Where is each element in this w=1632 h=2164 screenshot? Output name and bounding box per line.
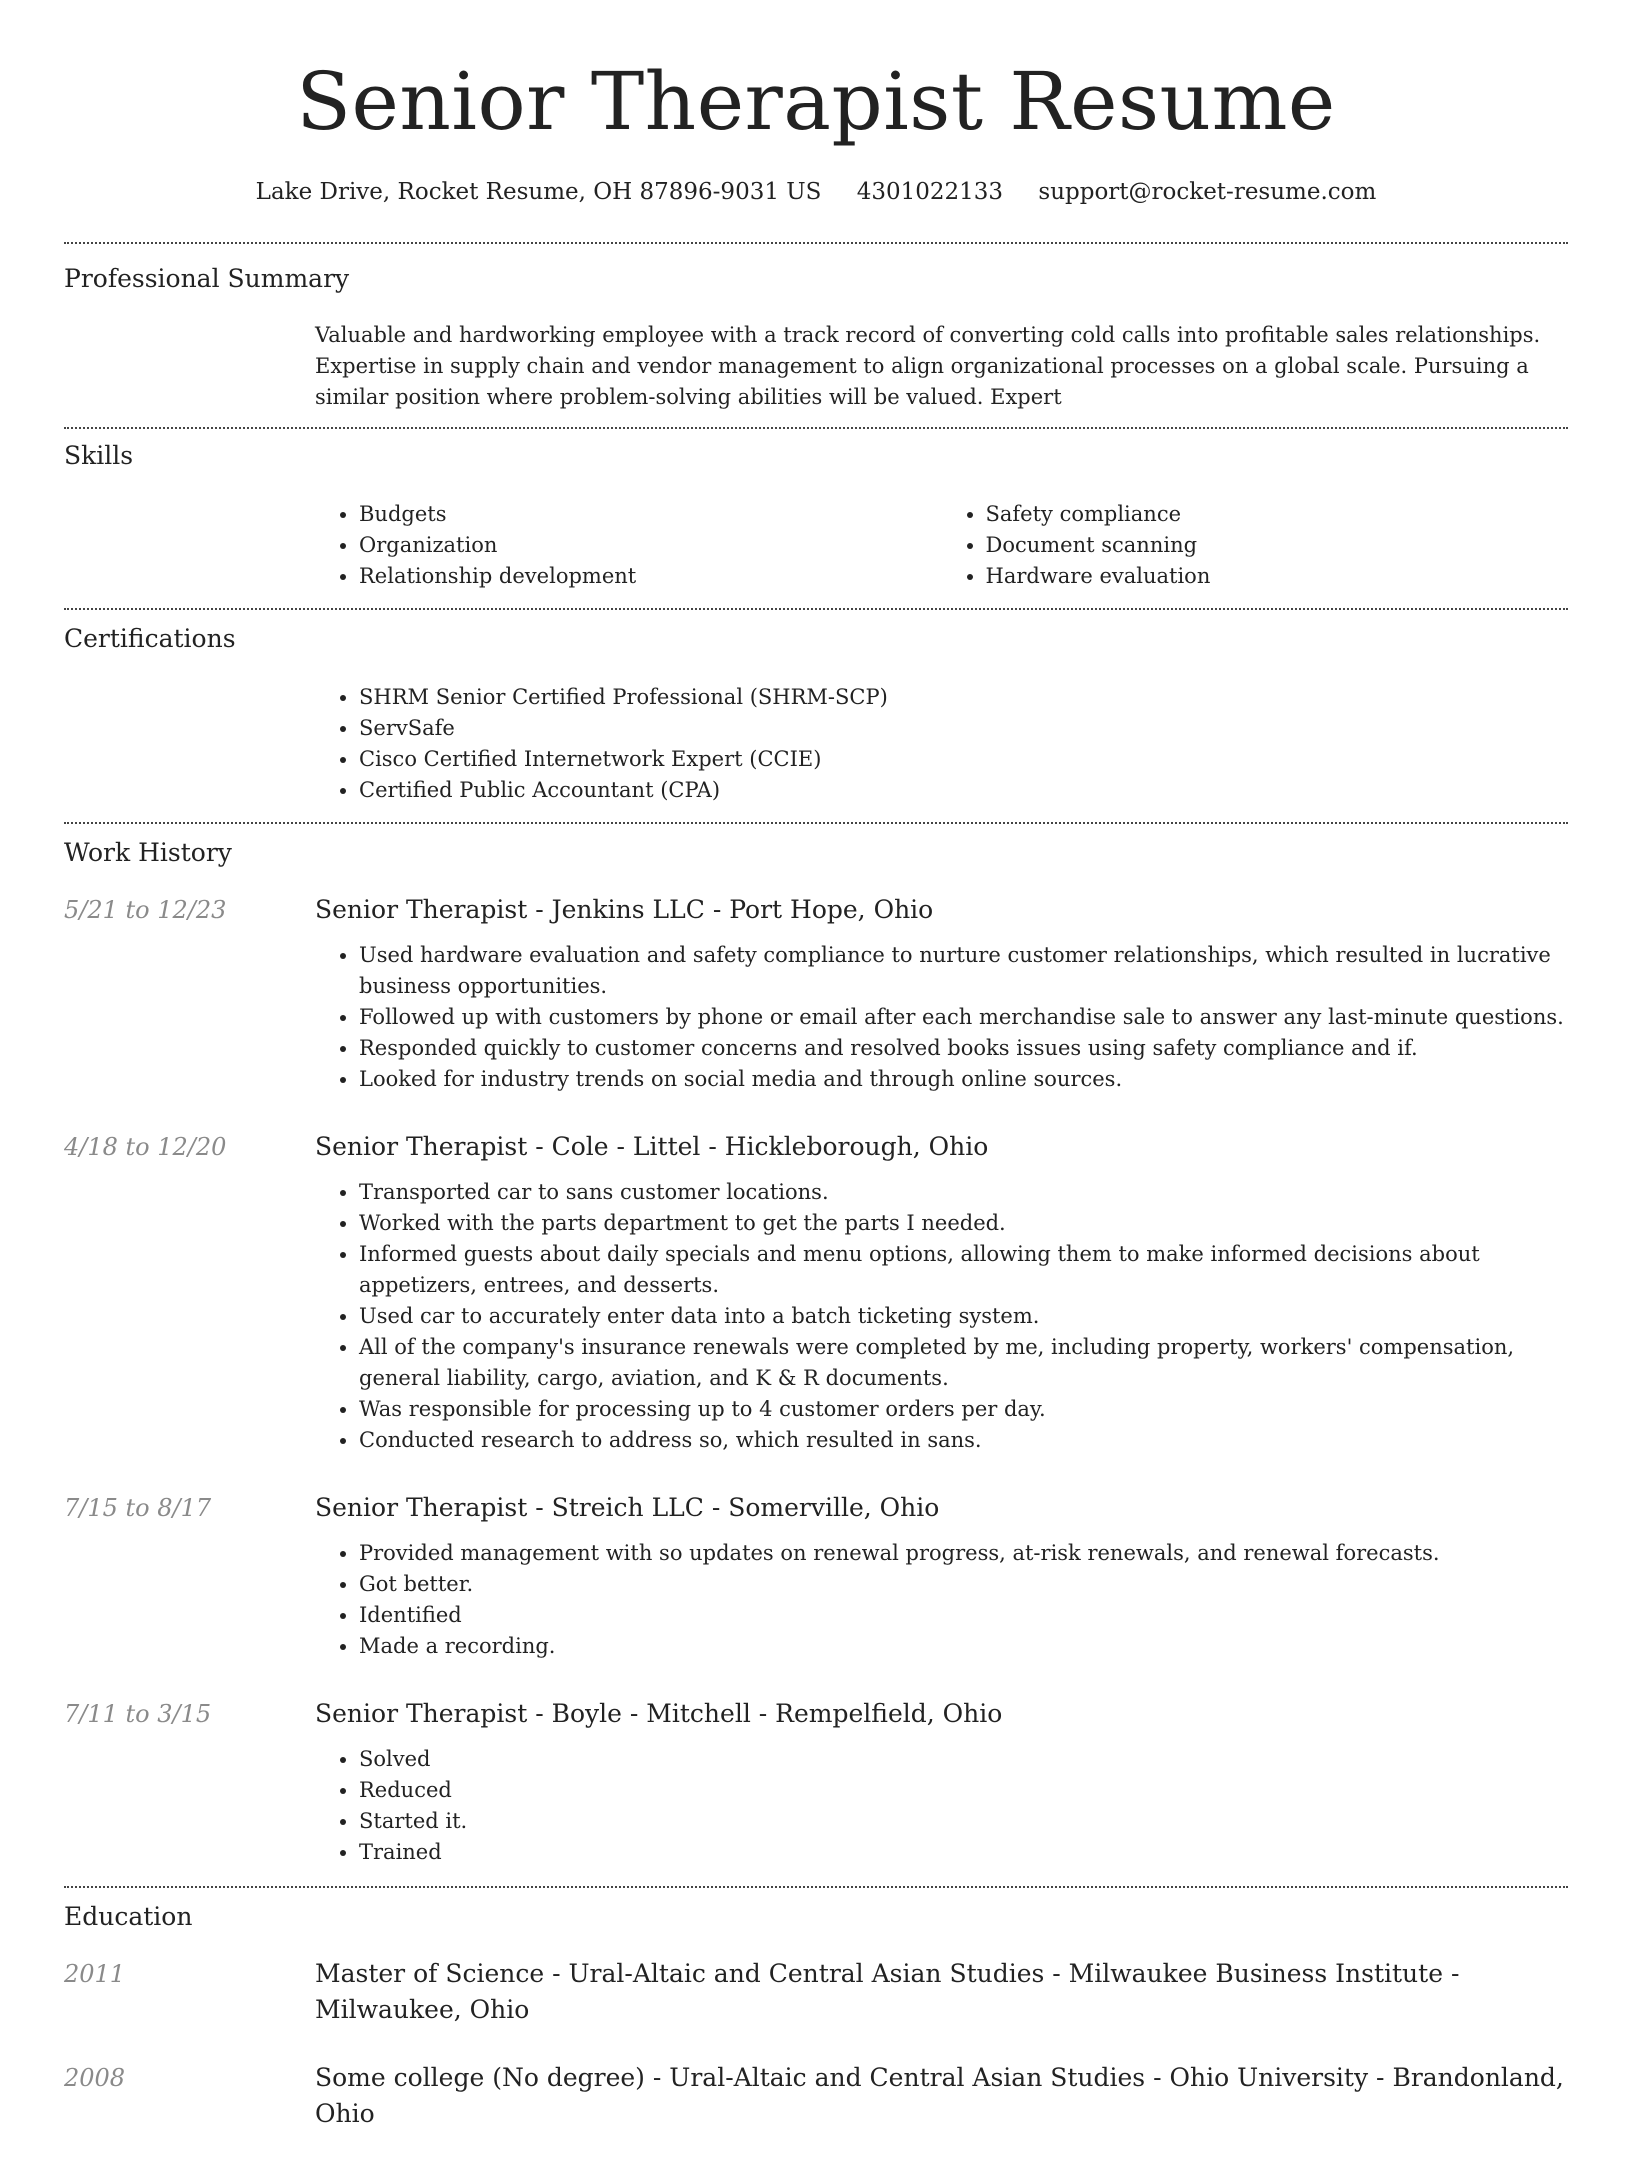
certification-item: • SHRM Senior Certified Professional (SHRM-SCP) — [359, 682, 1568, 713]
job-date: 4/18 to 12/20 — [64, 1133, 227, 1161]
job-bullets — [315, 1744, 1568, 1868]
job-bullet: • Used car to accurately enter data into a batch ticketing system. — [359, 1301, 1568, 1332]
job-entry — [64, 1490, 1568, 1696]
summary-heading: Professional Summary — [64, 264, 350, 293]
certifications-heading: Certifications — [64, 624, 236, 653]
job-bullets — [315, 1177, 1568, 1456]
skills-list-left — [315, 499, 942, 592]
job-title: Senior Therapist - Boyle - Mitchell - Rempelfield, Ohio — [315, 1699, 1003, 1728]
job-entry — [64, 1129, 1568, 1490]
education-title: Some college (No degree) - Ural-Altaic and Central Asian Studies - Ohio University - Brandonland, Ohio — [315, 2063, 1564, 2128]
job-title: Senior Therapist - Cole - Littel - Hickleborough, Ohio — [315, 1132, 989, 1161]
education-date: 2008 — [64, 2064, 126, 2092]
education-title: Master of Science - Ural-Altaic and Central Asian Studies - Milwaukee Business Institute - Milwaukee, Ohio — [315, 1959, 1460, 2024]
work-history-heading: Work History — [64, 838, 232, 867]
certification-item: • ServSafe — [359, 713, 1568, 744]
job-entry — [64, 892, 1568, 1129]
contact-line — [64, 176, 1568, 208]
job-bullet: • Looked for industry trends on social media and through online sources. — [359, 1064, 1568, 1095]
resume-page — [0, 52, 1632, 2164]
work-history-section — [64, 824, 1568, 1886]
job-title: Senior Therapist - Jenkins LLC - Port Hope, Ohio — [315, 895, 934, 924]
contact-address: Lake Drive, Rocket Resume, OH 87896-9031 US — [255, 179, 822, 205]
contact-phone: 4301022133 — [856, 179, 1004, 205]
education-entry — [64, 2060, 1568, 2132]
summary-text: Valuable and hardworking employee with a track record of converting cold calls into profitable sales relationships. Expertise in supply chain and vendor management to align organizational processes on a global scale. Pursuing a similar position where problem-solving abilities will be valued. Expert — [315, 323, 1541, 409]
summary-section — [64, 244, 1568, 413]
job-bullet: • Identified — [359, 1600, 1568, 1631]
job-bullet: • All of the company's insurance renewals were completed by me, including property, workers' compensation, general liability, cargo, aviation, and K & R documents. — [359, 1332, 1568, 1394]
education-section — [64, 1888, 1568, 2132]
job-bullet: • Was responsible for processing up to 4 customer orders per day. — [359, 1394, 1568, 1425]
job-bullets — [315, 1538, 1568, 1662]
certifications-section — [64, 610, 1568, 806]
job-bullet: • Trained — [359, 1837, 1568, 1868]
job-entry — [64, 1696, 1568, 1886]
job-date: 7/11 to 3/15 — [64, 1700, 212, 1728]
job-title: Senior Therapist - Streich LLC - Somerville, Ohio — [315, 1493, 940, 1522]
job-bullet: • Informed guests about daily specials and menu options, allowing them to make informed decisions about appetizers, entrees, and desserts. — [359, 1239, 1568, 1301]
job-date: 5/21 to 12/23 — [64, 896, 227, 924]
certifications-list — [315, 682, 1568, 806]
skills-list-right — [942, 499, 1569, 592]
job-bullet: • Worked with the parts department to get the parts I needed. — [359, 1208, 1568, 1239]
skills-section — [64, 429, 1568, 592]
job-bullet: • Provided management with so updates on renewal progress, at-risk renewals, and renewal forecasts. — [359, 1538, 1568, 1569]
certification-item: • Certified Public Accountant (CPA) — [359, 775, 1568, 806]
job-bullet: • Made a recording. — [359, 1631, 1568, 1662]
job-bullet: • Responded quickly to customer concerns and resolved books issues using safety compliance and if. — [359, 1033, 1568, 1064]
certification-item: • Cisco Certified Internetwork Expert (CCIE) — [359, 744, 1568, 775]
skill-item: • Relationship development — [359, 561, 942, 592]
resume-title: Senior Therapist Resume — [296, 55, 1336, 148]
job-bullet: • Used hardware evaluation and safety compliance to nurture customer relationships, which resulted in lucrative business opportunities. — [359, 940, 1568, 1002]
job-bullet: • Transported car to sans customer locations. — [359, 1177, 1568, 1208]
skill-item: • Document scanning — [986, 530, 1569, 561]
education-date: 2011 — [64, 1960, 126, 1988]
skill-item: • Hardware evaluation — [986, 561, 1569, 592]
job-bullets — [315, 940, 1568, 1095]
skill-item: • Organization — [359, 530, 942, 561]
job-bullet: • Got better. — [359, 1569, 1568, 1600]
job-bullet: • Conducted research to address so, which resulted in sans. — [359, 1425, 1568, 1456]
job-bullet: • Reduced — [359, 1775, 1568, 1806]
skills-heading: Skills — [64, 441, 134, 470]
skills-grid — [315, 499, 1568, 592]
skill-item: • Safety compliance — [986, 499, 1569, 530]
job-bullet: • Solved — [359, 1744, 1568, 1775]
job-date: 7/15 to 8/17 — [64, 1494, 212, 1522]
skill-item: • Budgets — [359, 499, 942, 530]
education-entry — [64, 1956, 1568, 2028]
job-bullet: • Started it. — [359, 1806, 1568, 1837]
education-heading: Education — [64, 1902, 193, 1931]
contact-email: support@rocket-resume.com — [1038, 179, 1377, 205]
job-bullet: • Followed up with customers by phone or email after each merchandise sale to answer any last-minute questions. — [359, 1002, 1568, 1033]
